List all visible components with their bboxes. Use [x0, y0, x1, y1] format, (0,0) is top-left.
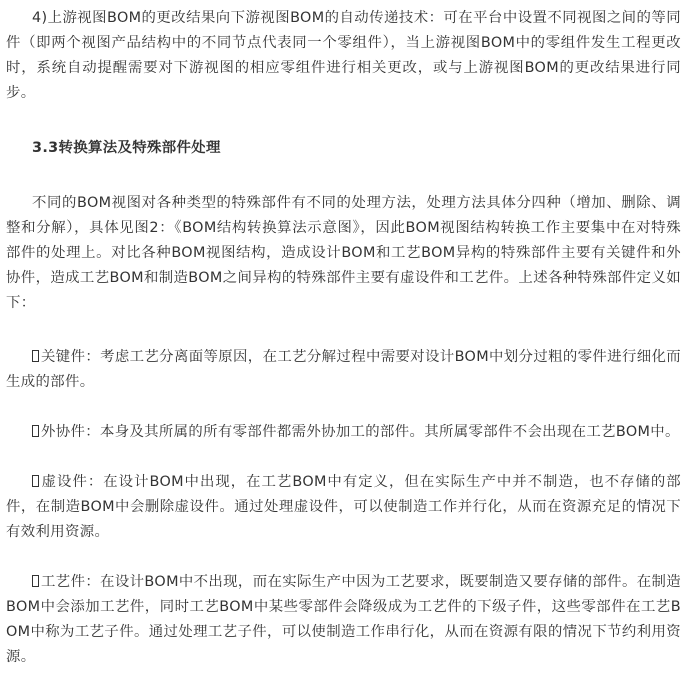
section-heading: 3.3转换算法及特殊部件处理 — [32, 140, 221, 156]
missing-glyph-box-icon — [32, 350, 39, 362]
definition-process-part — [6, 570, 681, 670]
paragraph-special-parts-intro: 不同的BOM视图对各种类型的特殊部件有不同的处理方法，处理方法具体分四种（增加、删除、调整和分解），具体见图2：《BOM结构转换算法示意图》，因此BOM视图结构转换工作主要集中在对特殊部件的处理上。对比各种BOM视图结构，造成设计BOM和工艺BOM异构的特殊部件主要有关键件和外协件，造成工艺BOM和制造BOM之间异构的特殊部件主要有虚设件和工艺件。上述各种特殊部件定义如下： — [6, 195, 681, 311]
definition-key-part-text: 关键件：考虑工艺分离面等原因，在工艺分解过程中需要对设计BOM中划分过粗的零件进行细化而生成的部件。 — [6, 349, 681, 390]
paragraph-bom-change-propagation: 4)上游视图BOM的更改结果向下游视图BOM的自动传递技术：可在平台中设置不同视图之间的等同件（即两个视图产品结构中的不同节点代表同一个零组件），当上游视图BOM中的零组件发生工程更改时，系统自动提醒需要对下游视图的相应零组件进行相关更改，或与上游视图BOM的更改结果进行同步。 — [6, 10, 681, 101]
definition-phantom-part — [6, 470, 681, 545]
definition-process-part-text: 工艺件：在设计BOM中不出现，而在实际生产中因为工艺要求，既要制造又要存储的部件。在制造BOM中会添加工艺件，同时工艺BOM中某些零部件会降级成为工艺件的下级子件，这些零部件在工艺BOM中称为工艺子件。通过处理工艺子件，可以使制造工作串行化，从而在资源有限的情况下节约利用资源。 — [6, 574, 681, 665]
missing-glyph-box-icon — [32, 575, 39, 587]
definition-outsourced-part — [6, 420, 681, 445]
definition-phantom-part-text: 虚设件：在设计BOM中出现，在工艺BOM中有定义，但在实际生产中并不制造，也不存储的部件，在制造BOM中会删除虚设件。通过处理虚设件，可以使制造工作并行化，从而在资源充足的情况下有效利用资源。 — [6, 474, 681, 540]
missing-glyph-box-icon — [32, 475, 39, 487]
definition-key-part — [6, 345, 681, 395]
missing-glyph-box-icon — [32, 425, 39, 437]
definition-outsourced-part-text: 外协件：本身及其所属的所有零部件都需外协加工的部件。其所属零部件不会出现在工艺BOM中。 — [41, 424, 680, 440]
